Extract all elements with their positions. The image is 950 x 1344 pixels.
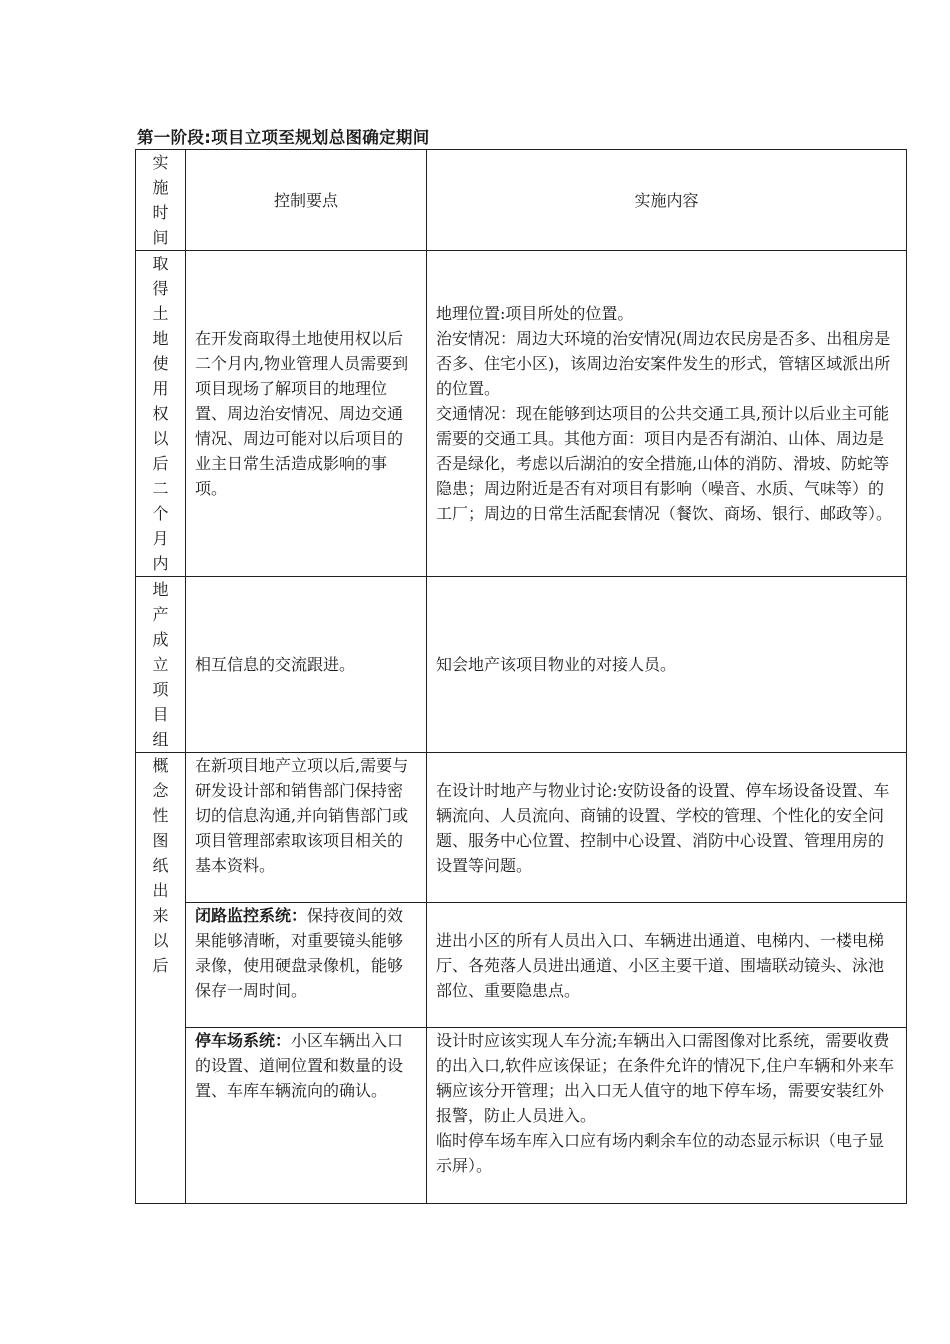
control-text: 在新项目地产立项以后,需要与研发设计部和销售部门保持密切的信息沟通,并向销售部门或项目管理部索取该项目相关的基本资料。 xyxy=(195,756,409,875)
time-char: 得 xyxy=(152,279,169,298)
header-control: 控制要点 xyxy=(186,150,427,251)
table-row xyxy=(136,903,907,1028)
control-text: 保持夜间的效果能够清晰，对重要镜头能够录像，使用硬盘录像机，能够保存一周时间。 xyxy=(195,906,404,1000)
time-char: 时 xyxy=(152,203,169,222)
time-char: 产 xyxy=(152,605,169,624)
time-char: 后 xyxy=(152,454,169,473)
content-paragraph: 临时停车场车库入口应有场内剩余车位的动态显示标识（电子显示屏）。 xyxy=(436,1131,885,1175)
content-cell xyxy=(427,903,907,1028)
control-cell: 在开发商取得土地使用权以后二个月内,物业管理人员需要到项目现场了解项目的地理位置、周边治安情况、周边交通情况、周边可能对以后项目的业主日常生活造成影响的事项。 xyxy=(186,251,427,577)
time-char: 权 xyxy=(152,404,169,423)
time-char: 概 xyxy=(152,756,169,775)
time-char: 出 xyxy=(152,881,169,900)
control-cell: 相互信息的交流跟进。 xyxy=(186,577,427,753)
time-label xyxy=(136,251,185,576)
control-cell xyxy=(186,753,427,903)
time-char: 月 xyxy=(152,529,169,548)
time-char: 内 xyxy=(152,554,169,573)
time-char: 来 xyxy=(152,906,169,925)
time-char: 组 xyxy=(152,730,169,749)
control-cell xyxy=(186,1028,427,1204)
time-label xyxy=(136,577,185,752)
plan-table xyxy=(135,149,907,1204)
time-char: 间 xyxy=(152,228,169,247)
time-char: 立 xyxy=(152,655,169,674)
system-label: 停车场系统： xyxy=(195,1031,292,1050)
time-char: 土 xyxy=(152,304,169,323)
content-paragraph: 地理位置:项目所处的位置。 xyxy=(436,304,634,323)
header-content: 实施内容 xyxy=(427,150,907,251)
time-char: 后 xyxy=(152,956,169,975)
content-paragraph: 进出小区的所有人员出入口、车辆进出通道、电梯内、一楼电梯厅、各苑落人员进出通道、小区主要干道、围墙联动镜头、泳池部位、重要隐患点。 xyxy=(436,930,885,1000)
time-char: 地 xyxy=(152,329,169,348)
content-paragraph: 知会地产该项目物业的对接人员。 xyxy=(436,655,677,674)
time-char: 用 xyxy=(152,379,169,398)
time-char: 图 xyxy=(152,831,169,850)
time-char: 施 xyxy=(152,178,169,197)
header-time xyxy=(136,150,186,251)
time-char: 实 xyxy=(152,153,169,172)
control-cell xyxy=(186,903,427,1028)
control-text: 小区车辆出入口的设置、道闸位置和数量的设置、车库车辆流向的确认。 xyxy=(195,1031,404,1100)
content-paragraph: 设计时应该实现人车分流;车辆出入口需图像对比系统，需要收费的出入口,软件应该保证；在条件允许的情况下,住户车辆和外来车辆应该分开管理；出入口无人值守的地下停车场，需要安装红外报警，防止人员进入。 xyxy=(436,1031,895,1125)
time-char: 取 xyxy=(152,254,169,273)
content-cell xyxy=(427,251,907,577)
table-header-row xyxy=(136,150,907,251)
table-row xyxy=(136,577,907,753)
time-char: 项 xyxy=(152,680,169,699)
content-paragraph: 治安情况：周边大环境的治安情况(周边农民房是否多、出租房是否多、住宅小区)，该周边治安案件发生的形式，管辖区域派出所的位置。 xyxy=(436,329,891,398)
time-char: 二 xyxy=(152,479,169,498)
time-char: 以 xyxy=(152,931,169,950)
time-char: 使 xyxy=(152,354,169,373)
content-cell xyxy=(427,577,907,753)
time-char: 以 xyxy=(152,429,169,448)
time-char: 个 xyxy=(152,504,169,523)
page-title: 第一阶段:项目立项至规划总图确定期间 xyxy=(137,128,430,147)
content-cell xyxy=(427,1028,907,1204)
system-label: 闭路监控系统： xyxy=(195,906,308,925)
time-char: 性 xyxy=(152,806,169,825)
time-cell xyxy=(136,577,186,753)
table-row xyxy=(136,1028,907,1204)
content-paragraph: 在设计时地产与物业讨论:安防设备的设置、停车场设备设置、车辆流向、人员流向、商铺的设置、学校的管理、个性化的安全问题、服务中心位置、控制中心设置、消防中心设置、管理用房的设置等问题。 xyxy=(436,780,890,875)
time-cell xyxy=(136,753,186,1204)
time-char: 地 xyxy=(152,580,169,599)
content-paragraph: 交通情况：现在能够到达项目的公共交通工具,预计以后业主可能需要的交通工具。其他方面：项目内是否有湖泊、山体、周边是否是绿化，考虑以后湖泊的安全措施,山体的消防、滑坡、防蛇等隐患；周边附近是否有对项目有影响（噪音、水质、气味等）的工厂；周边的日常生活配套情况（餐饮、商场、银行、邮政等）。 xyxy=(436,404,893,523)
header-time-label xyxy=(136,150,185,250)
table-row xyxy=(136,251,907,577)
content-cell xyxy=(427,753,907,903)
time-cell xyxy=(136,251,186,577)
time-char: 成 xyxy=(152,630,169,649)
time-char: 目 xyxy=(152,705,169,724)
time-char: 念 xyxy=(152,781,169,800)
table-row xyxy=(136,753,907,903)
time-char: 纸 xyxy=(152,856,169,875)
time-label xyxy=(136,753,185,978)
